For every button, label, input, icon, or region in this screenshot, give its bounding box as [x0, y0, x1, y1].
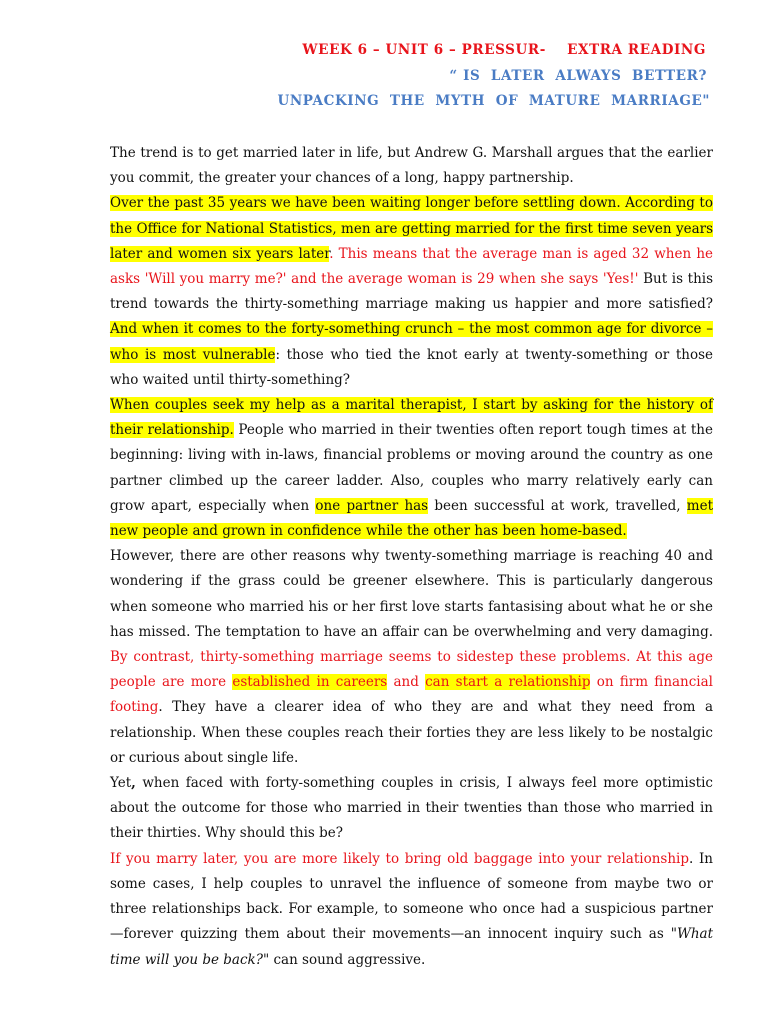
paragraph-optimistic — [110, 771, 713, 847]
body-text: . In some cases, I help couples to unravel the influence of someone from maybe two or three relationships back. For example, to someone who once had a suspicious partner—forever quizzing them about their movements—an innocent inquiry such as — [110, 850, 713, 943]
highlighted-red-text: established in careers — [232, 674, 388, 691]
red-text: If you marry later, you are more likely to bring old baggage into your relationship — [110, 850, 689, 867]
red-text: By contrast, thirty-something marriage seems to sidestep these problems. At this age people are more — [110, 649, 713, 691]
red-text: on firm financial footing — [110, 674, 713, 716]
body-text: been successful at work, travelled, — [428, 497, 687, 514]
paragraph-therapist — [110, 393, 713, 544]
body-text: . They have a clearer idea of who they are and what they need from a relationship. When these couples reach their forties they are less likely to be nostalgic or curious about single life. — [110, 699, 713, 766]
red-text: and — [387, 674, 426, 691]
italic-quote: "What time will you be back?" — [110, 926, 713, 968]
body-text: can sound aggressive. — [269, 951, 426, 968]
highlighted-text: Over the past 35 years we have been waiting longer before settling down. According to the Office for National Statistics, men are getting married for the first time seven years later and women six years later — [110, 195, 713, 262]
body-text: when faced with forty-something couples in crisis, I always feel more optimistic about the outcome for those who married in their twenties than those who married in their thirties. Why should this be? — [110, 775, 713, 842]
header-subtitle: UNPACKING THE MYTH OF MATURE MARRIAGE" — [277, 93, 710, 109]
bold-comma: , — [131, 775, 136, 792]
article-body — [110, 141, 713, 973]
body-text: But is this trend towards the thirty-something marriage making us happier and more satisfied? — [110, 271, 714, 313]
highlighted-text: And when it comes to the forty-something crunch – the most common age for divorce – who is most vulnerable — [110, 321, 713, 363]
paragraph-baggage — [110, 847, 713, 973]
body-text: : those who tied the knot early at twenty-something or those who waited until thirty-something? — [110, 346, 713, 388]
body-text: People who married in their twenties often report tough times at the beginning: living with in-laws, financial problems or moving around the country as one partner climbed up the career ladder. Also, couples who marry relatively early can grow apart, especially when — [110, 422, 713, 514]
body-text: However, there are other reasons why twenty-something marriage is reaching 40 and wondering if the grass could be greener elsewhere. This is particularly dangerous when someone who married his or her first love starts fantasising about what he or she has missed. The temptation to have an affair can be overwhelming and very damaging. — [110, 548, 713, 640]
paragraph-intro — [110, 141, 713, 191]
intro-text: The trend is to get married later in life, but Andrew G. Marshall argues that the earlier you commit, the greater your chances of a long, happy partnership. — [110, 145, 713, 187]
highlighted-red-text: can start a relationship — [425, 674, 591, 691]
highlighted-text: When couples seek my help as a marital therapist, I start by asking for the history of their relationship. — [110, 397, 713, 439]
paragraph-trend — [110, 191, 713, 393]
highlighted-text: met new people and grown in confidence while the other has been home-based. — [110, 497, 713, 540]
body-text: Yet — [110, 775, 132, 792]
header-title: “ IS LATER ALWAYS BETTER? — [449, 68, 707, 84]
header-week-unit: WEEK 6 – UNIT 6 – PRESSUR- EXTRA READING — [302, 42, 706, 58]
red-text: . This means that the average man is aged 32 when he asks 'Will you marry me?' and the average woman is 29 when she says 'Yes!' — [110, 245, 714, 288]
paragraph-reasons — [110, 544, 713, 771]
highlighted-text: one partner has — [315, 497, 429, 514]
